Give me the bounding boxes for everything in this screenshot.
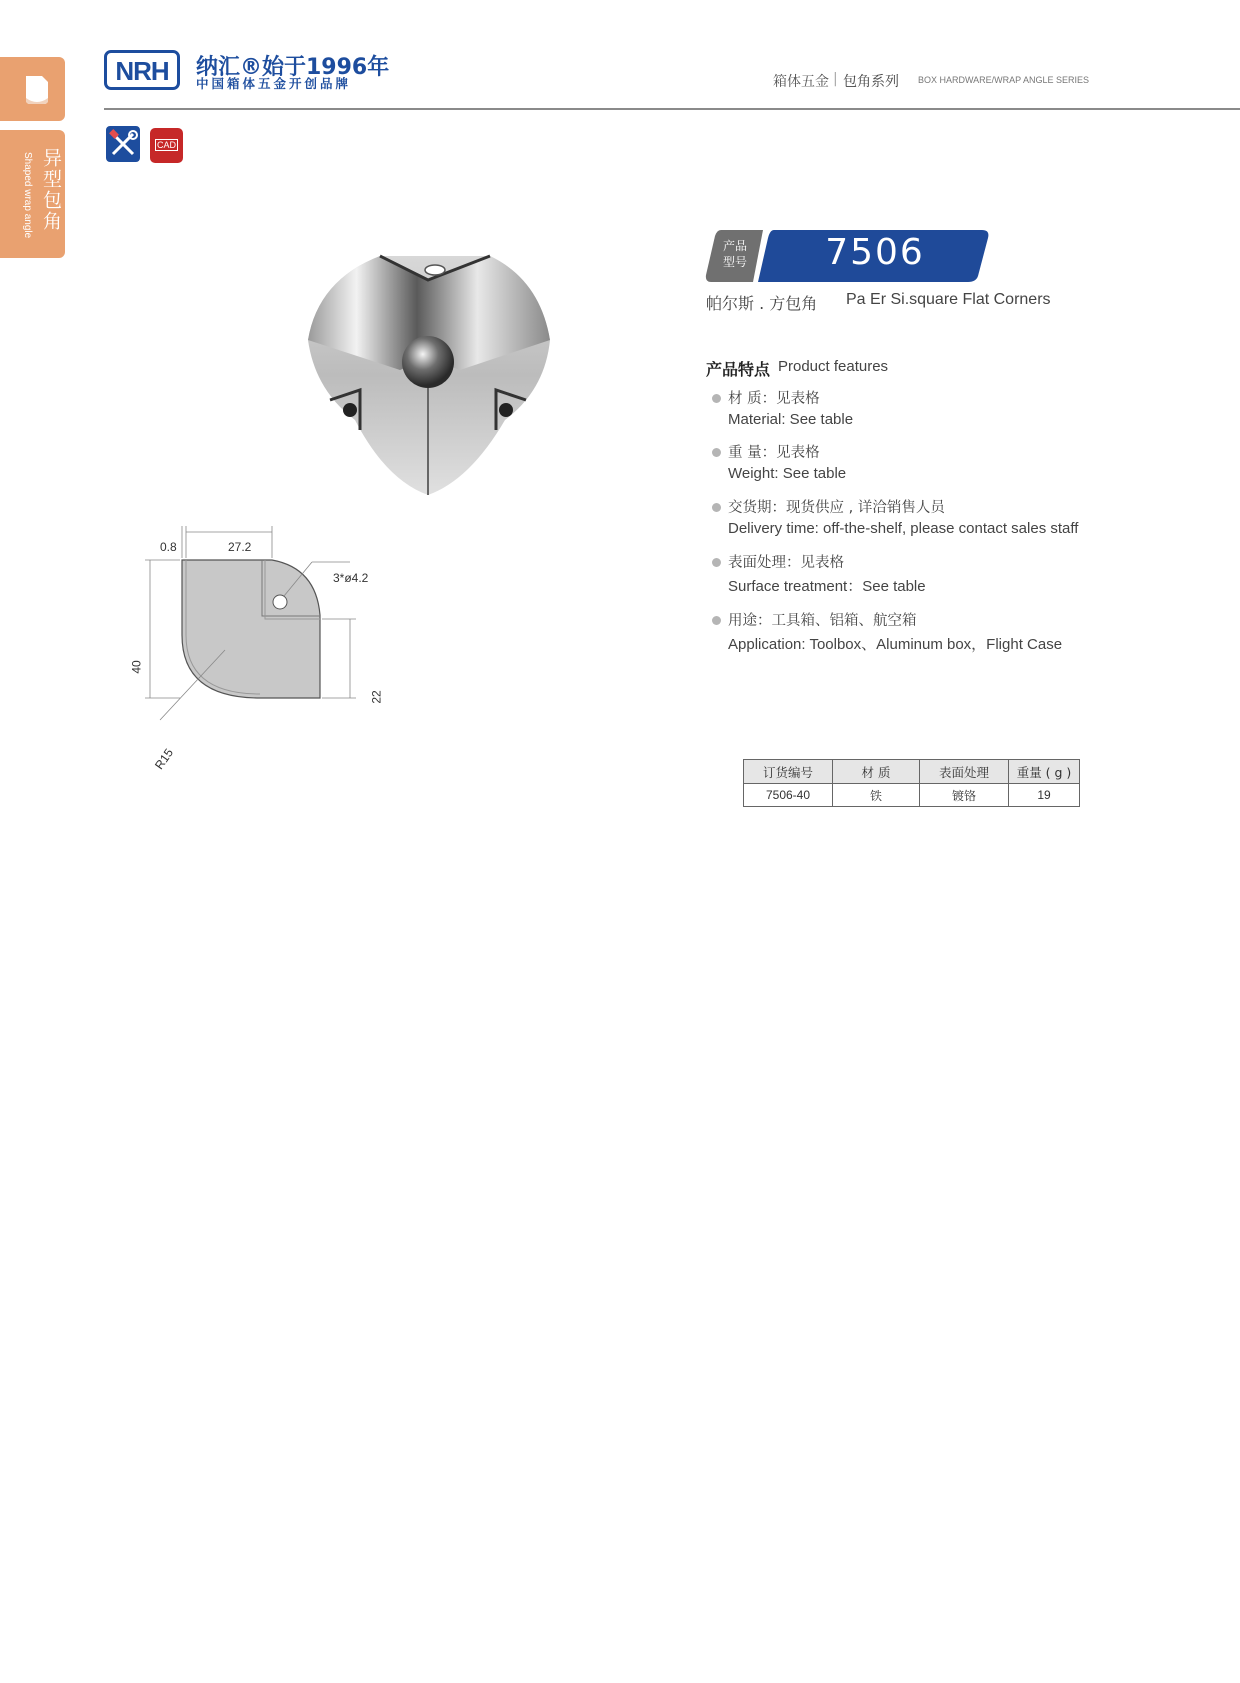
logo-text: NRH: [115, 56, 169, 86]
feature-cn: 交货期：现货供应 , 详洽销售人员: [728, 500, 945, 516]
cad-label: CAD: [157, 140, 177, 150]
technical-drawing: [120, 520, 380, 760]
header-divider: [104, 108, 1240, 110]
column-header: 表面处理: [920, 760, 1009, 784]
column-header: 订货编号: [744, 760, 833, 784]
model-badge-label: [718, 238, 752, 270]
table-cell: 铁: [833, 784, 920, 807]
breadcrumb-category: 箱体五金: [773, 74, 829, 90]
feature-en: Material: See table: [728, 411, 854, 428]
feature-cn: 材 质：见表格: [728, 391, 820, 407]
wrench-ruler-icon: [106, 126, 140, 162]
tools-icon[interactable]: [106, 126, 140, 162]
bullet-icon: [712, 448, 721, 457]
bullet-icon: [712, 503, 721, 512]
model-badge-label-line1: 产品: [722, 239, 747, 253]
dim-hole: 3*ø4.2: [333, 571, 369, 585]
sidebar-tab-document[interactable]: [0, 57, 65, 121]
feature-en: Application: Toolbox、Aluminum box，Flight Case: [728, 636, 1063, 653]
brand-logo: [104, 50, 180, 90]
breadcrumb-english: BOX HARDWARE/WRAP ANGLE SERIES: [918, 75, 1090, 85]
breadcrumb-separator: |: [833, 71, 838, 87]
dim-radius: R15: [151, 745, 177, 773]
brand-tagline: 中国箱体五金开创品牌: [196, 76, 352, 91]
feature-cn: 用途：工具箱、铝箱、航空箱: [728, 613, 917, 629]
sidebar-tab-category[interactable]: [0, 130, 65, 258]
bullet-icon: [712, 616, 721, 625]
table-cell: 镀铬: [920, 784, 1009, 807]
feature-en: Surface treatment：See table: [728, 578, 926, 595]
bullet-icon: [712, 394, 721, 403]
table-cell: 7506-40: [744, 784, 833, 807]
dim-height: 40: [129, 660, 144, 674]
dim-width: 27.2: [228, 540, 252, 554]
product-name-cn: 帕尔斯 . 方包角: [706, 294, 818, 313]
brand-slogan: 纳汇®始于1996年: [196, 55, 390, 80]
sidebar-tab-cn: 异型包角: [40, 148, 62, 232]
feature-cn: 表面处理：见表格: [728, 555, 844, 571]
features-heading-cn: 产品特点: [706, 360, 771, 379]
model-badge-label-line2: 型号: [722, 255, 747, 269]
cad-icon[interactable]: [150, 128, 183, 163]
sidebar-tab-en: Shaped wrap angle: [22, 152, 33, 239]
product-model-number: 7506: [825, 232, 925, 273]
features-heading-en: Product features: [778, 358, 889, 375]
table-row: [744, 784, 1080, 807]
dim-thickness: 0.8: [160, 540, 177, 554]
document-icon: [24, 74, 50, 106]
column-header: 重量 ( g ): [1009, 760, 1080, 784]
feature-en: Delivery time: off-the-shelf, please contact sales staff: [728, 520, 1079, 537]
feature-en: Weight: See table: [728, 465, 847, 482]
bullet-icon: [712, 558, 721, 567]
column-header: 材 质: [833, 760, 920, 784]
spec-table: [743, 759, 1080, 807]
table-header-row: [744, 760, 1080, 784]
table-cell: 19: [1009, 784, 1080, 807]
product-name-en: Pa Er Si.square Flat Corners: [846, 291, 1051, 308]
breadcrumb-series: 包角系列: [843, 74, 899, 90]
dim-side: 22: [369, 690, 384, 704]
feature-cn: 重 量：见表格: [728, 445, 820, 461]
product-photo: [300, 250, 560, 495]
